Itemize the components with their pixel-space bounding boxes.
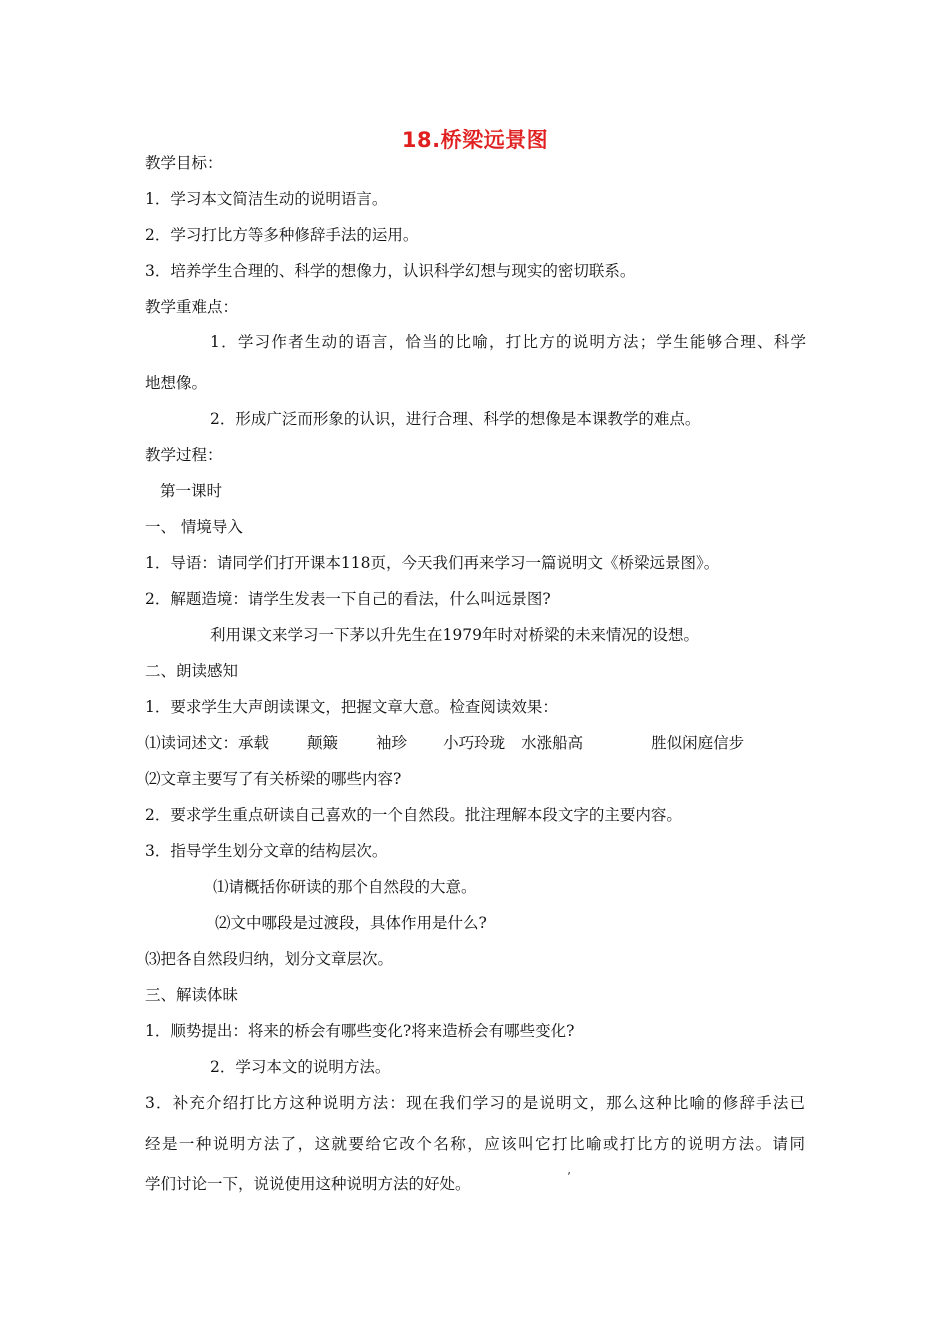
section-2-item-2: 2．要求学生重点研读自己喜欢的一个自然段。批注理解本段文字的主要内容。 — [145, 806, 682, 824]
vocabulary-label: ⑴读词述文： — [145, 734, 239, 752]
difficulty-item-2: 2．形成广泛而形象的认识，进行合理、科学的想像是本课教学的难点。 — [210, 410, 701, 428]
section-3-item-3-cont: 经是一种说明方法了，这就要给它改个名称，应该叫它打比喻或打比方的说明方法。请同 — [145, 1135, 805, 1153]
section-2-item-1: 1．要求学生大声朗读课文，把握文章大意。检查阅读效果： — [145, 698, 558, 716]
goal-item-2: 2．学习打比方等多种修辞手法的运用。 — [145, 226, 419, 244]
difficulty-item-1-cont: 地想像。 — [145, 374, 208, 392]
section-2-sub-1: ⑴请概括你研读的那个自然段的大意。 — [213, 878, 477, 896]
section-1-note: 利用课文来学习一下茅以升先生在1979年时对桥梁的未来情况的设想。 — [210, 626, 699, 644]
page-title: 18.桥梁远景图 — [401, 128, 549, 152]
goal-item-3: 3．培养学生合理的、科学的想像力，认识科学幻想与现实的密切联系。 — [145, 262, 636, 280]
section-3-item-3-end: 学们讨论一下，说说使用这种说明方法的好处。 — [145, 1175, 471, 1193]
section-3-item-3: 3．补充介绍打比方这种说明方法：现在我们学习的是说明文，那么这种比喻的修辞手法已 — [145, 1094, 805, 1112]
section-1-item-1: 1．导语：请同学们打开课本118页，今天我们再来学习一篇说明文《桥梁远景图》。 — [145, 554, 720, 572]
difficulty-heading: 教学重难点： — [145, 298, 239, 316]
section-2-item-3: 3．指导学生划分文章的结构层次。 — [145, 842, 388, 860]
vocab-word: 水涨船高 — [521, 734, 584, 752]
vocab-word: 袖珍 — [376, 734, 408, 752]
section-2-heading: 二、朗读感知 — [145, 662, 239, 680]
section-3-heading: 三、解读体昧 — [145, 986, 239, 1004]
goal-item-1: 1．学习本文简洁生动的说明语言。 — [145, 190, 388, 208]
difficulty-item-1: 1．学习作者生动的语言，恰当的比喻，打比方的说明方法；学生能够合理、科学 — [210, 333, 806, 351]
vocab-word: 胜似闲庭信步 — [651, 734, 745, 752]
section-2-question-2: ⑵文章主要写了有关桥梁的哪些内容? — [145, 770, 402, 788]
vocabulary-line — [145, 733, 744, 753]
vocab-word: 小巧玲珑 — [443, 734, 506, 752]
section-1-heading: 一、 情境导入 — [145, 518, 243, 536]
stray-mark: ’ — [567, 1170, 571, 1184]
goals-heading: 教学目标： — [145, 154, 223, 172]
section-3-item-1: 1．顺势提出：将来的桥会有哪些变化?将来造桥会有哪些变化? — [145, 1022, 575, 1040]
process-heading: 教学过程： — [145, 446, 223, 464]
section-1-item-2: 2．解题造境：请学生发表一下自己的看法，什么叫远景图? — [145, 590, 551, 608]
section-2-sub-3: ⑶把各自然段归纳，划分文章层次。 — [145, 950, 394, 968]
section-3-item-2: 2．学习本文的说明方法。 — [210, 1058, 391, 1076]
vocab-word: 承载 — [238, 734, 270, 752]
vocab-word: 颠簸 — [307, 734, 339, 752]
section-2-sub-2: ⑵文中哪段是过渡段，具体作用是什么? — [215, 914, 487, 932]
lesson-label: 第一课时 — [160, 482, 223, 500]
